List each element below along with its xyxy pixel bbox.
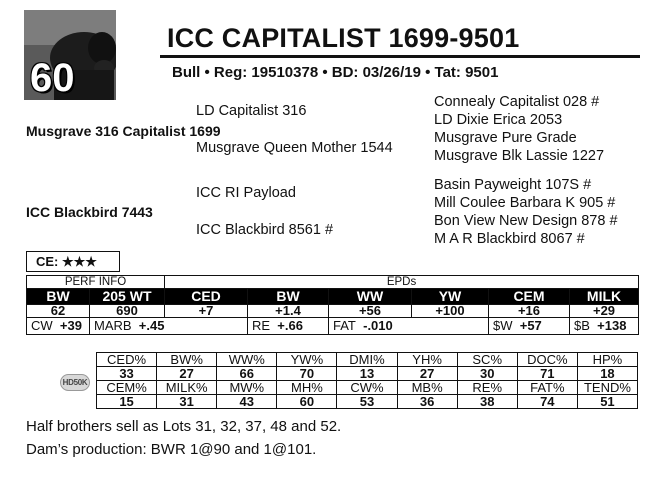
value-bw-epd: +1.4 [248, 305, 329, 318]
value-ced: +7 [165, 305, 248, 318]
index-b: $B +138 [570, 318, 639, 335]
gen-value: 18 [577, 367, 637, 381]
index-cw: CW +39 [27, 318, 90, 335]
col-header-milk: MILK [570, 289, 639, 305]
gen-value: 70 [277, 367, 337, 381]
col-header-bw-epd: BW [248, 289, 329, 305]
gen-value: 66 [217, 367, 277, 381]
col-header-cem: CEM [489, 289, 570, 305]
gen-header: BW% [157, 353, 217, 367]
animal-details: Bull • Reg: 19510378 • BD: 03/26/19 • Tat: 9501 [172, 64, 499, 81]
index-w: $W +57 [489, 318, 570, 335]
value-bw-actual: 62 [27, 305, 90, 318]
gen-value: 43 [217, 395, 277, 409]
gen-header: CED% [97, 353, 157, 367]
gen-value: 27 [157, 367, 217, 381]
col-header-ww: WW [329, 289, 412, 305]
gen-header: RE% [457, 381, 517, 395]
genomic-percentile-table [96, 352, 638, 409]
note-dam-production: Dam’s production: BWR 1@90 and 1@101. [26, 441, 317, 458]
pedigree-dam: ICC Blackbird 7443 [26, 204, 153, 220]
gen-header: SC% [457, 353, 517, 367]
pedigree-dam-dam-dam: M A R Blackbird 8067 # [434, 231, 585, 247]
pedigree-sire-dam-sire: Musgrave Pure Grade [434, 130, 577, 146]
pedigree-sire-sire-dam: LD Dixie Erica 2053 [434, 112, 563, 128]
pedigree-dam-dam-sire: Bon View New Design 878 # [434, 213, 618, 229]
pedigree-sire-dam-dam: Musgrave Blk Lassie 1227 [434, 148, 605, 164]
gen-header: MW% [217, 381, 277, 395]
gen-value: 36 [397, 395, 457, 409]
gen-value: 60 [277, 395, 337, 409]
gen-value: 13 [337, 367, 397, 381]
gen-header: MB% [397, 381, 457, 395]
gen-header: CW% [337, 381, 397, 395]
value-ww: +56 [329, 305, 412, 318]
gen-value: 71 [517, 367, 577, 381]
gen-header: WW% [217, 353, 277, 367]
gen-value: 51 [577, 395, 637, 409]
hd50k-logo [60, 374, 90, 391]
title-underline [160, 55, 640, 58]
gen-value: 74 [517, 395, 577, 409]
col-header-ced: CED [165, 289, 248, 305]
animal-name: ICC CAPITALIST 1699-9501 [167, 23, 520, 53]
epds-header: EPDs [165, 276, 639, 289]
value-205wt: 690 [90, 305, 165, 318]
gen-value: 27 [397, 367, 457, 381]
gen-header: DOC% [517, 353, 577, 367]
pedigree-dam-sire: ICC RI Payload [196, 185, 296, 201]
pedigree-sire: Musgrave 316 Capitalist 1699 [26, 123, 221, 139]
gen-value: 33 [97, 367, 157, 381]
gen-value: 38 [457, 395, 517, 409]
pedigree-sire-dam: Musgrave Queen Mother 1544 [196, 140, 393, 156]
gen-value: 30 [457, 367, 517, 381]
gen-header: MH% [277, 381, 337, 395]
pedigree-dam-dam: ICC Blackbird 8561 # [196, 222, 334, 238]
gen-value: 31 [157, 395, 217, 409]
lot-number: 60 [30, 56, 75, 100]
gen-header: HP% [577, 353, 637, 367]
calving-ease-box: CE: ★★★ [26, 251, 120, 272]
index-marb: MARB +.45 [90, 318, 248, 335]
value-milk: +29 [570, 305, 639, 318]
gen-header: YW% [277, 353, 337, 367]
gen-header: DMI% [337, 353, 397, 367]
pedigree-dam-sire-sire: Basin Payweight 107S # [434, 177, 592, 193]
col-header-205wt: 205 WT [90, 289, 165, 305]
gen-value: 53 [337, 395, 397, 409]
gen-header: FAT% [517, 381, 577, 395]
epd-table [26, 275, 639, 335]
pedigree-sire-sire-sire: Connealy Capitalist 028 # [434, 94, 600, 110]
gen-header: TEND% [577, 381, 637, 395]
col-header-yw: YW [412, 289, 489, 305]
pedigree-dam-sire-dam: Mill Coulee Barbara K 905 # [434, 195, 616, 211]
gen-header: MILK% [157, 381, 217, 395]
index-fat: FAT -.010 [329, 318, 489, 335]
hd50k-logo-text: HD50K [62, 378, 88, 387]
pedigree-sire-sire: LD Capitalist 316 [196, 103, 307, 119]
perf-info-header: PERF INFO [27, 276, 165, 289]
gen-header: CEM% [97, 381, 157, 395]
index-re: RE +.66 [248, 318, 329, 335]
gen-value: 15 [97, 395, 157, 409]
col-header-bw-actual: BW [27, 289, 90, 305]
value-cem: +16 [489, 305, 570, 318]
note-half-brothers: Half brothers sell as Lots 31, 32, 37, 48 and 52. [26, 418, 342, 435]
value-yw: +100 [412, 305, 489, 318]
gen-header: YH% [397, 353, 457, 367]
